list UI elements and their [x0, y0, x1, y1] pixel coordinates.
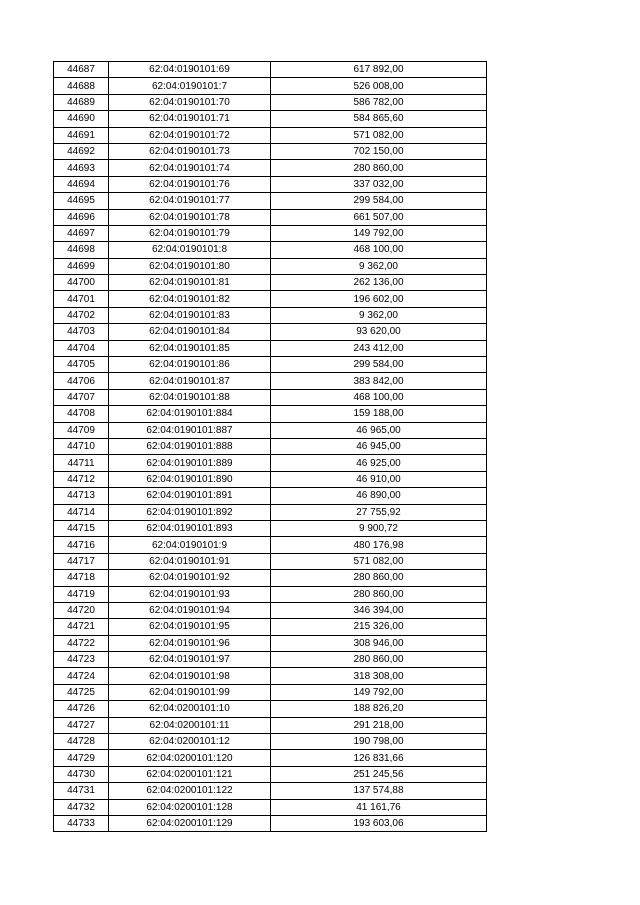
- cadastral-value-cell: 280 860,00: [271, 586, 487, 602]
- cadastral-number-cell: 62:04:0190101:891: [109, 488, 271, 504]
- row-number-cell: 44733: [54, 815, 109, 831]
- cadastral-number-cell: 62:04:0190101:99: [109, 684, 271, 700]
- table-row: [54, 520, 487, 536]
- cadastral-value-cell: 190 798,00: [271, 734, 487, 750]
- row-number-cell: 44697: [54, 225, 109, 241]
- table-row: [54, 717, 487, 733]
- cadastral-value-cell: 299 584,00: [271, 193, 487, 209]
- cadastral-number-cell: 62:04:0190101:889: [109, 455, 271, 471]
- table-row: [54, 242, 487, 258]
- cadastral-number-cell: 62:04:0200101:11: [109, 717, 271, 733]
- cadastral-number-cell: 62:04:0190101:77: [109, 193, 271, 209]
- table-body: [54, 62, 487, 832]
- row-number-cell: 44698: [54, 242, 109, 258]
- table-row: [54, 488, 487, 504]
- cadastral-value-cell: 571 082,00: [271, 553, 487, 569]
- cadastral-number-cell: 62:04:0190101:81: [109, 275, 271, 291]
- row-number-cell: 44724: [54, 668, 109, 684]
- table-row: [54, 62, 487, 78]
- cadastral-value-cell: 291 218,00: [271, 717, 487, 733]
- cadastral-number-cell: 62:04:0190101:76: [109, 176, 271, 192]
- cadastral-number-cell: 62:04:0200101:120: [109, 750, 271, 766]
- cadastral-number-cell: 62:04:0200101:129: [109, 815, 271, 831]
- cadastral-number-cell: 62:04:0200101:12: [109, 734, 271, 750]
- table-row: [54, 471, 487, 487]
- row-number-cell: 44687: [54, 62, 109, 78]
- cadastral-number-cell: 62:04:0190101:82: [109, 291, 271, 307]
- cadastral-value-cell: 149 792,00: [271, 225, 487, 241]
- cadastral-number-cell: 62:04:0190101:78: [109, 209, 271, 225]
- table-row: [54, 766, 487, 782]
- table-row: [54, 111, 487, 127]
- row-number-cell: 44707: [54, 389, 109, 405]
- cadastral-number-cell: 62:04:0190101:893: [109, 520, 271, 536]
- row-number-cell: 44689: [54, 94, 109, 110]
- cadastral-value-cell: 215 326,00: [271, 619, 487, 635]
- cadastral-number-cell: 62:04:0190101:87: [109, 373, 271, 389]
- cadastral-value-cell: 27 755,92: [271, 504, 487, 520]
- row-number-cell: 44695: [54, 193, 109, 209]
- row-number-cell: 44717: [54, 553, 109, 569]
- cadastral-number-cell: 62:04:0190101:80: [109, 258, 271, 274]
- table-row: [54, 455, 487, 471]
- table-row: [54, 373, 487, 389]
- cadastral-value-cell: 299 584,00: [271, 357, 487, 373]
- cadastral-number-cell: 62:04:0190101:95: [109, 619, 271, 635]
- row-number-cell: 44708: [54, 406, 109, 422]
- cadastral-number-cell: 62:04:0190101:7: [109, 78, 271, 94]
- table-row: [54, 635, 487, 651]
- row-number-cell: 44732: [54, 799, 109, 815]
- table-row: [54, 799, 487, 815]
- cadastral-value-cell: 159 188,00: [271, 406, 487, 422]
- cadastral-value-cell: 46 945,00: [271, 438, 487, 454]
- row-number-cell: 44690: [54, 111, 109, 127]
- cadastral-number-cell: 62:04:0190101:887: [109, 422, 271, 438]
- table-row: [54, 225, 487, 241]
- table-row: [54, 94, 487, 110]
- cadastral-value-cell: 586 782,00: [271, 94, 487, 110]
- row-number-cell: 44704: [54, 340, 109, 356]
- cadastral-value-cell: 702 150,00: [271, 143, 487, 159]
- cadastral-number-cell: 62:04:0190101:69: [109, 62, 271, 78]
- row-number-cell: 44703: [54, 324, 109, 340]
- row-number-cell: 44726: [54, 701, 109, 717]
- cadastral-value-cell: 480 176,98: [271, 537, 487, 553]
- cadastral-value-cell: 661 507,00: [271, 209, 487, 225]
- table-row: [54, 324, 487, 340]
- cadastral-value-cell: 193 603,06: [271, 815, 487, 831]
- cadastral-number-cell: 62:04:0190101:884: [109, 406, 271, 422]
- cadastral-number-cell: 62:04:0190101:9: [109, 537, 271, 553]
- table-row: [54, 389, 487, 405]
- cadastral-number-cell: 62:04:0190101:97: [109, 652, 271, 668]
- cadastral-value-cell: 617 892,00: [271, 62, 487, 78]
- row-number-cell: 44731: [54, 783, 109, 799]
- row-number-cell: 44705: [54, 357, 109, 373]
- cadastral-value-cell: 584 865,60: [271, 111, 487, 127]
- table-row: [54, 258, 487, 274]
- table-row: [54, 783, 487, 799]
- row-number-cell: 44688: [54, 78, 109, 94]
- row-number-cell: 44722: [54, 635, 109, 651]
- cadastral-number-cell: 62:04:0190101:892: [109, 504, 271, 520]
- cadastral-number-cell: 62:04:0190101:83: [109, 307, 271, 323]
- row-number-cell: 44729: [54, 750, 109, 766]
- table-row: [54, 438, 487, 454]
- table-row: [54, 750, 487, 766]
- cadastral-value-cell: 468 100,00: [271, 389, 487, 405]
- cadastral-value-cell: 318 308,00: [271, 668, 487, 684]
- cadastral-number-cell: 62:04:0200101:121: [109, 766, 271, 782]
- row-number-cell: 44718: [54, 570, 109, 586]
- cadastral-number-cell: 62:04:0190101:71: [109, 111, 271, 127]
- row-number-cell: 44702: [54, 307, 109, 323]
- table-row: [54, 143, 487, 159]
- row-number-cell: 44730: [54, 766, 109, 782]
- row-number-cell: 44701: [54, 291, 109, 307]
- table-row: [54, 553, 487, 569]
- row-number-cell: 44699: [54, 258, 109, 274]
- row-number-cell: 44712: [54, 471, 109, 487]
- cadastral-number-cell: 62:04:0200101:10: [109, 701, 271, 717]
- cadastral-number-cell: 62:04:0190101:85: [109, 340, 271, 356]
- row-number-cell: 44721: [54, 619, 109, 635]
- cadastral-number-cell: 62:04:0190101:72: [109, 127, 271, 143]
- row-number-cell: 44728: [54, 734, 109, 750]
- table-row: [54, 176, 487, 192]
- cadastral-value-cell: 383 842,00: [271, 373, 487, 389]
- cadastral-value-cell: 571 082,00: [271, 127, 487, 143]
- cadastral-number-cell: 62:04:0190101:74: [109, 160, 271, 176]
- cadastral-value-cell: 262 136,00: [271, 275, 487, 291]
- cadastral-number-cell: 62:04:0190101:70: [109, 94, 271, 110]
- cadastral-number-cell: 62:04:0190101:73: [109, 143, 271, 159]
- row-number-cell: 44700: [54, 275, 109, 291]
- cadastral-number-cell: 62:04:0190101:93: [109, 586, 271, 602]
- table-row: [54, 537, 487, 553]
- cadastral-value-cell: 188 826,20: [271, 701, 487, 717]
- cadastral-value-cell: 46 965,00: [271, 422, 487, 438]
- cadastral-number-cell: 62:04:0190101:91: [109, 553, 271, 569]
- cadastral-number-cell: 62:04:0190101:890: [109, 471, 271, 487]
- table-row: [54, 307, 487, 323]
- row-number-cell: 44727: [54, 717, 109, 733]
- cadastral-number-cell: 62:04:0190101:98: [109, 668, 271, 684]
- table-row: [54, 734, 487, 750]
- row-number-cell: 44714: [54, 504, 109, 520]
- table-row: [54, 504, 487, 520]
- row-number-cell: 44692: [54, 143, 109, 159]
- table-row: [54, 602, 487, 618]
- row-number-cell: 44691: [54, 127, 109, 143]
- row-number-cell: 44713: [54, 488, 109, 504]
- row-number-cell: 44719: [54, 586, 109, 602]
- cadastral-value-cell: 196 602,00: [271, 291, 487, 307]
- table-row: [54, 815, 487, 831]
- cadastral-value-cell: 41 161,76: [271, 799, 487, 815]
- cadastral-number-cell: 62:04:0190101:86: [109, 357, 271, 373]
- table-row: [54, 78, 487, 94]
- cadastral-number-cell: 62:04:0190101:8: [109, 242, 271, 258]
- cadastral-value-cell: 9 900,72: [271, 520, 487, 536]
- row-number-cell: 44716: [54, 537, 109, 553]
- cadastral-value-cell: 526 008,00: [271, 78, 487, 94]
- cadastral-number-cell: 62:04:0190101:79: [109, 225, 271, 241]
- table-row: [54, 586, 487, 602]
- table-row: [54, 340, 487, 356]
- cadastral-value-cell: 346 394,00: [271, 602, 487, 618]
- table-row: [54, 422, 487, 438]
- table-row: [54, 291, 487, 307]
- table-row: [54, 275, 487, 291]
- row-number-cell: 44693: [54, 160, 109, 176]
- cadastral-value-cell: 149 792,00: [271, 684, 487, 700]
- cadastral-value-cell: 9 362,00: [271, 307, 487, 323]
- cadastral-value-cell: 337 032,00: [271, 176, 487, 192]
- cadastral-value-cell: 46 910,00: [271, 471, 487, 487]
- cadastral-value-cell: 93 620,00: [271, 324, 487, 340]
- row-number-cell: 44720: [54, 602, 109, 618]
- row-number-cell: 44715: [54, 520, 109, 536]
- cadastral-value-cell: 126 831,66: [271, 750, 487, 766]
- table-row: [54, 357, 487, 373]
- cadastral-value-cell: 280 860,00: [271, 160, 487, 176]
- table-row: [54, 684, 487, 700]
- table-row: [54, 701, 487, 717]
- cadastral-number-cell: 62:04:0190101:92: [109, 570, 271, 586]
- cadastral-number-cell: 62:04:0190101:888: [109, 438, 271, 454]
- cadastral-value-cell: 280 860,00: [271, 652, 487, 668]
- row-number-cell: 44696: [54, 209, 109, 225]
- cadastral-value-cell: 280 860,00: [271, 570, 487, 586]
- cadastral-value-cell: 243 412,00: [271, 340, 487, 356]
- cadastral-value-cell: 46 925,00: [271, 455, 487, 471]
- cadastral-number-cell: 62:04:0200101:122: [109, 783, 271, 799]
- cadastral-value-cell: 46 890,00: [271, 488, 487, 504]
- table-row: [54, 127, 487, 143]
- table-row: [54, 406, 487, 422]
- table-row: [54, 668, 487, 684]
- cadastral-number-cell: 62:04:0190101:94: [109, 602, 271, 618]
- row-number-cell: 44694: [54, 176, 109, 192]
- cadastral-number-cell: 62:04:0200101:128: [109, 799, 271, 815]
- cadastral-number-cell: 62:04:0190101:96: [109, 635, 271, 651]
- cadastral-value-cell: 468 100,00: [271, 242, 487, 258]
- cadastral-value-table: [53, 61, 487, 832]
- table-row: [54, 619, 487, 635]
- table-row: [54, 160, 487, 176]
- table-row: [54, 209, 487, 225]
- row-number-cell: 44706: [54, 373, 109, 389]
- table-row: [54, 652, 487, 668]
- row-number-cell: 44711: [54, 455, 109, 471]
- cadastral-number-cell: 62:04:0190101:84: [109, 324, 271, 340]
- cadastral-value-cell: 251 245,56: [271, 766, 487, 782]
- row-number-cell: 44710: [54, 438, 109, 454]
- cadastral-value-cell: 9 362,00: [271, 258, 487, 274]
- table-row: [54, 193, 487, 209]
- cadastral-number-cell: 62:04:0190101:88: [109, 389, 271, 405]
- cadastral-value-cell: 308 946,00: [271, 635, 487, 651]
- row-number-cell: 44723: [54, 652, 109, 668]
- row-number-cell: 44725: [54, 684, 109, 700]
- row-number-cell: 44709: [54, 422, 109, 438]
- table-row: [54, 570, 487, 586]
- cadastral-value-cell: 137 574,88: [271, 783, 487, 799]
